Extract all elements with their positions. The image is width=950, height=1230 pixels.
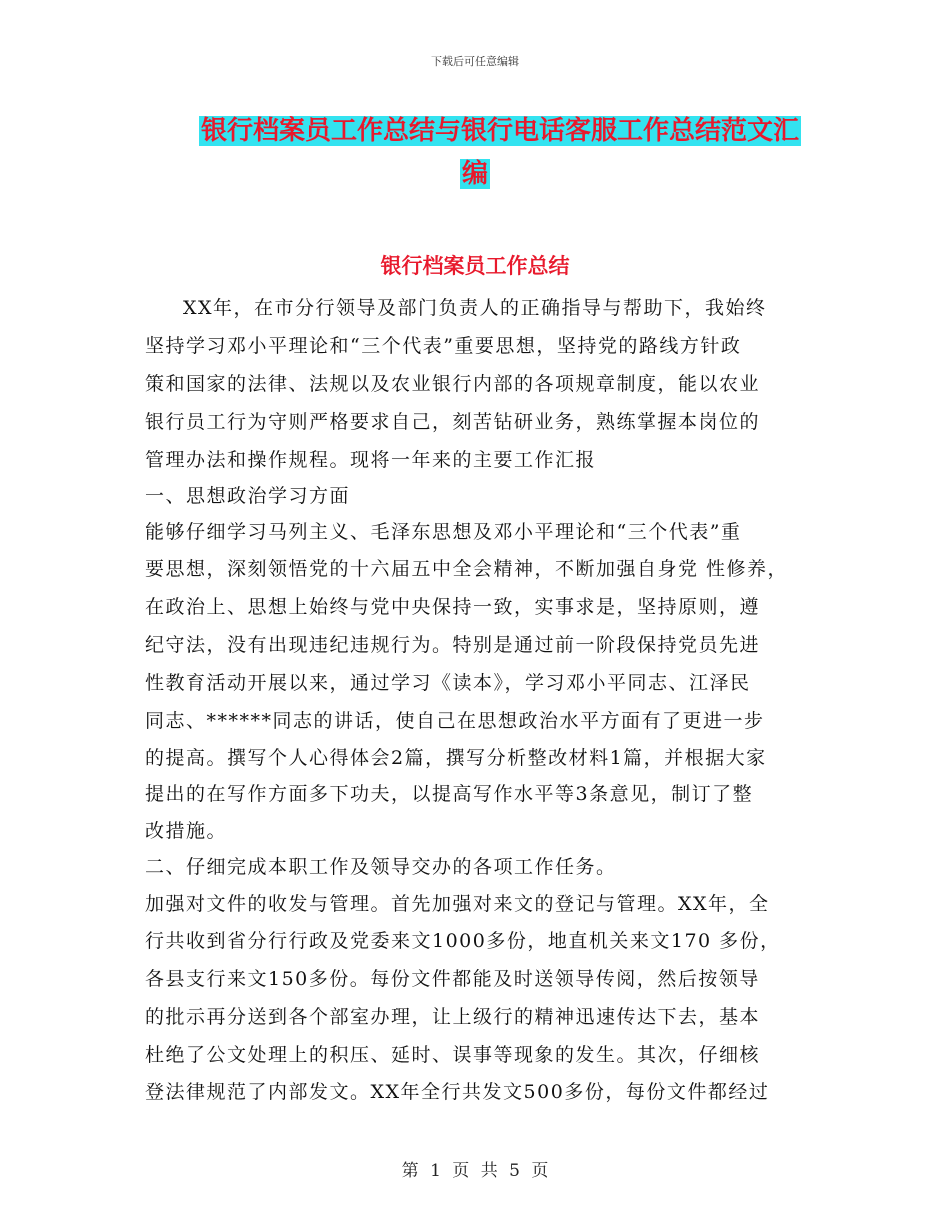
body-line: 在政治上、思想上始终与党中央保持一致，实事求是，坚持原则，遵 <box>145 596 761 618</box>
body-line: 的批示再分送到各个部室办理，让上级行的精神迅速传达下去，基本 <box>145 1006 761 1028</box>
body-line: 提出的在写作方面多下功夫，以提高写作水平等3条意见，制订了整 <box>145 783 754 805</box>
body-line: 要思想，深刻领悟党的十六届五中全会精神，不断加强自身党 性修养， <box>145 558 789 580</box>
body-line: XX年，在市分行领导及部门负责人的正确指导与帮助下，我始终 <box>183 297 767 319</box>
document-title-line-2 <box>0 156 950 192</box>
body-line: 的提高。撰写个人心得体会2篇，撰写分析整改材料1篇，并根据大家 <box>145 747 767 769</box>
body-line: 性教育活动开展以来，通过学习《读本》，学习邓小平同志、江泽民 <box>145 672 751 694</box>
section-title: 银行档案员工作总结 <box>380 254 570 278</box>
page-header: 下载后可任意编辑 <box>431 55 519 68</box>
body-line: 登法律规范了内部发文。XX年全行共发文500多份，每份文件都经过 <box>145 1081 770 1103</box>
page-number: 第 1 页 共 5 页 <box>401 1161 549 1181</box>
body-line: 各县支行来文150多份。每份文件都能及时送领导传阅，然后按领导 <box>145 968 760 990</box>
section-heading-2: 二、仔细完成本职工作及领导交办的各项工作任务。 <box>145 856 617 878</box>
body-line: 同志、******同志的讲话，使自己在思想政治水平方面有了更进一步 <box>145 710 765 732</box>
document-title-line-1 <box>25 113 950 149</box>
body-line: 杜绝了公文处理上的积压、延时、误事等现象的发生。其次，仔细核 <box>145 1044 761 1066</box>
body-line: 能够仔细学习马列主义、毛泽东思想及邓小平理论和“三个代表”重 <box>145 521 742 543</box>
body-line: 行共收到省分行行政及党委来文1000多份，地直机关来文170 多份， <box>145 930 781 952</box>
body-line: 银行员工行为守则严格要求自己，刻苦钻研业务，熟练掌握本岗位的 <box>145 411 761 433</box>
body-line: 加强对文件的收发与管理。首先加强对来文的登记与管理。XX年，全 <box>145 893 770 915</box>
body-line: 管理办法和操作规程。现将一年来的主要工作汇报 <box>145 449 597 471</box>
body-line: 纪守法，没有出现违纪违规行为。特别是通过前一阶段保持党员先进 <box>145 634 761 656</box>
body-line: 坚持学习邓小平理论和“三个代表”重要思想，坚持党的路线方针政 <box>145 335 742 357</box>
body-line: 策和国家的法律、法规以及农业银行内部的各项规章制度，能以农业 <box>145 373 761 395</box>
body-line: 改措施。 <box>145 820 228 842</box>
section-heading-1: 一、思想政治学习方面 <box>145 485 351 507</box>
title-highlight-1: 银行档案员工作总结与银行电话客服工作总结范文汇 <box>200 116 799 146</box>
title-highlight-2: 编 <box>461 159 488 189</box>
